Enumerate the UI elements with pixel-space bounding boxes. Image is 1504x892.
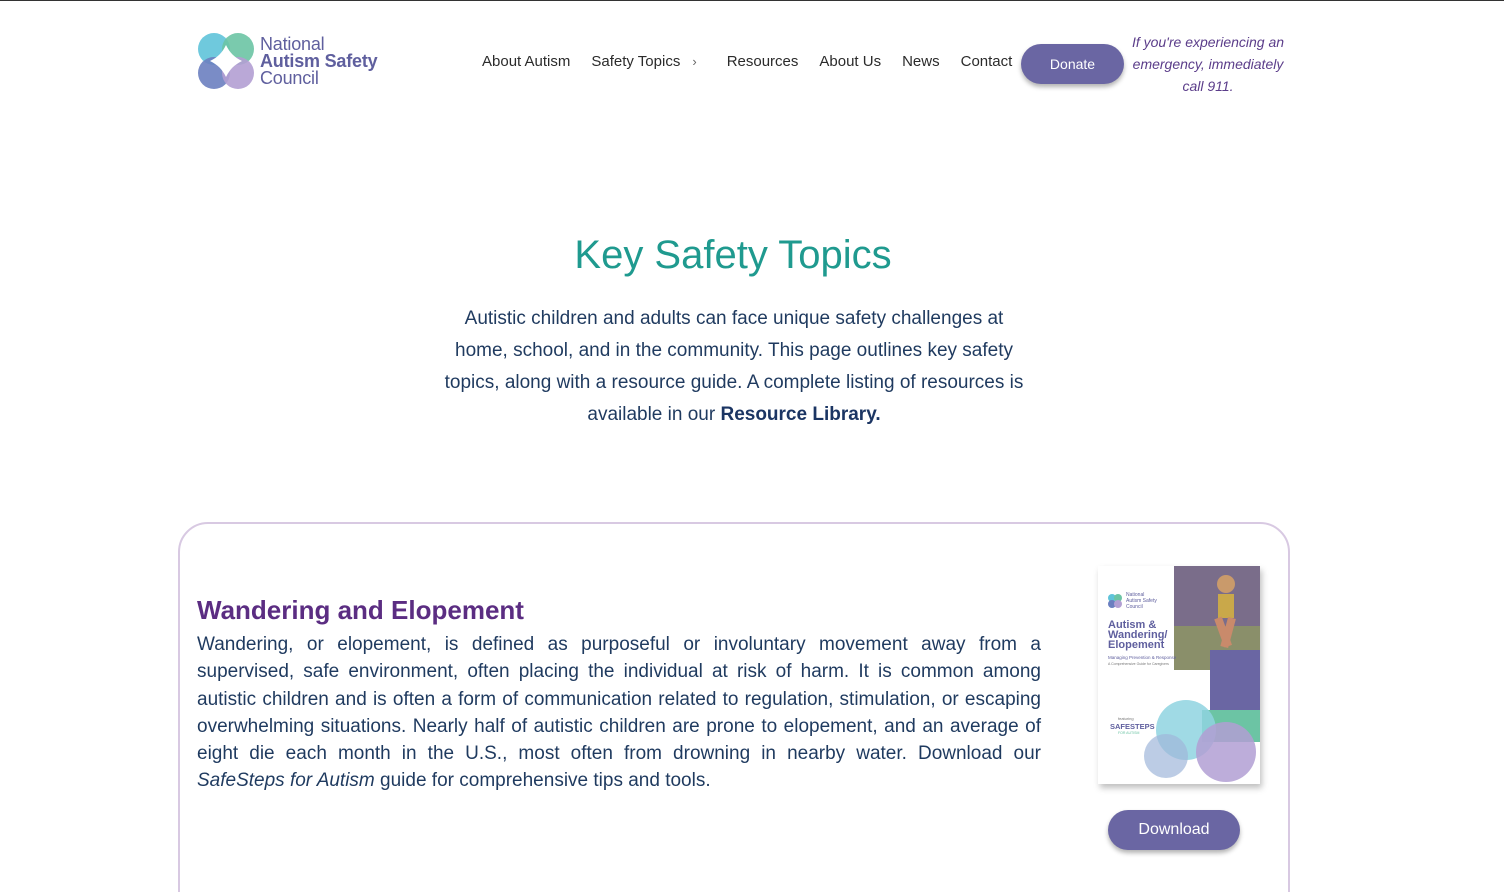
topic-description-text: Wandering, or elopement, is defined as purposeful or involuntary movement away from a supervised, safe environment, often placing the individual at risk of harm. It is common among autistic children and is often a form of communication related to regulation, stimulation, or escaping overwhelming situations. Nearly half of autistic children are prone to elopement, and an average of eight die each month in the U.S., most often from drowning in nearby water. Download our (197, 634, 1041, 765)
nav-about-us[interactable]: About Us (819, 53, 882, 70)
intro-paragraph (440, 303, 1028, 431)
nav-safety-topics-label: Safety Topics (591, 53, 681, 70)
nav-resources[interactable]: Resources (726, 53, 799, 70)
logo-line-3: Council (260, 67, 319, 88)
cover-brand-sub: FOR AUTISM (1118, 731, 1140, 735)
download-button[interactable]: Download (1108, 810, 1240, 850)
cover-org-line-3: Council (1126, 604, 1143, 610)
cover-title-line-3: Elopement (1108, 639, 1165, 651)
donate-button[interactable]: Donate (1021, 44, 1124, 84)
nav-contact[interactable]: Contact (960, 53, 1013, 70)
logo-text (260, 33, 378, 88)
chevron-right-icon[interactable]: › (692, 54, 697, 69)
logo-line-2: Autism Safety (260, 50, 378, 71)
nav-about-autism[interactable]: About Autism (482, 53, 571, 70)
cover-org-line-2: Autism Safety (1126, 598, 1157, 604)
nav-safety-topics[interactable] (591, 53, 696, 70)
cover-brand: SAFESTEPS (1110, 722, 1155, 731)
logo-line-1: National (260, 33, 325, 54)
guide-name: SafeSteps for Autism (197, 770, 375, 792)
topic-title: Wandering and Elopement (197, 595, 524, 625)
intro-text: Autistic children and adults can face unique safety challenges at home, school, and in the community. This page outlines key safety topics, along with a resource guide. A complete listing of resources is available in our (444, 308, 1024, 425)
nav-news[interactable]: News (902, 53, 940, 70)
emergency-notice: If you're experiencing an emergency, immediately call 911. (1131, 34, 1285, 94)
cover-subtitle: Managing Prevention & Response (1108, 655, 1177, 660)
cover-title (1108, 620, 1167, 650)
topic-description (197, 631, 1041, 795)
topic-description-end: guide for comprehensive tips and tools. (374, 770, 711, 792)
page-title: Key Safety Topics (574, 233, 892, 277)
cover-featuring: featuring (1118, 716, 1134, 721)
cover-org-line-1: National (1126, 592, 1145, 598)
cover-title-line-1: Autism & (1108, 619, 1157, 631)
guide-cover-image[interactable] (1098, 566, 1260, 784)
guide-cover-art (1098, 566, 1260, 784)
main-nav (482, 53, 1033, 70)
cover-title-line-2: Wandering/ (1108, 629, 1168, 641)
cover-org-name (1126, 592, 1157, 610)
resource-library-link[interactable]: Resource Library. (720, 404, 881, 425)
logo-mark-icon (196, 31, 256, 91)
cover-tagline: A Comprehensive Guide for Caregivers (1108, 662, 1169, 666)
site-logo[interactable] (196, 31, 377, 91)
